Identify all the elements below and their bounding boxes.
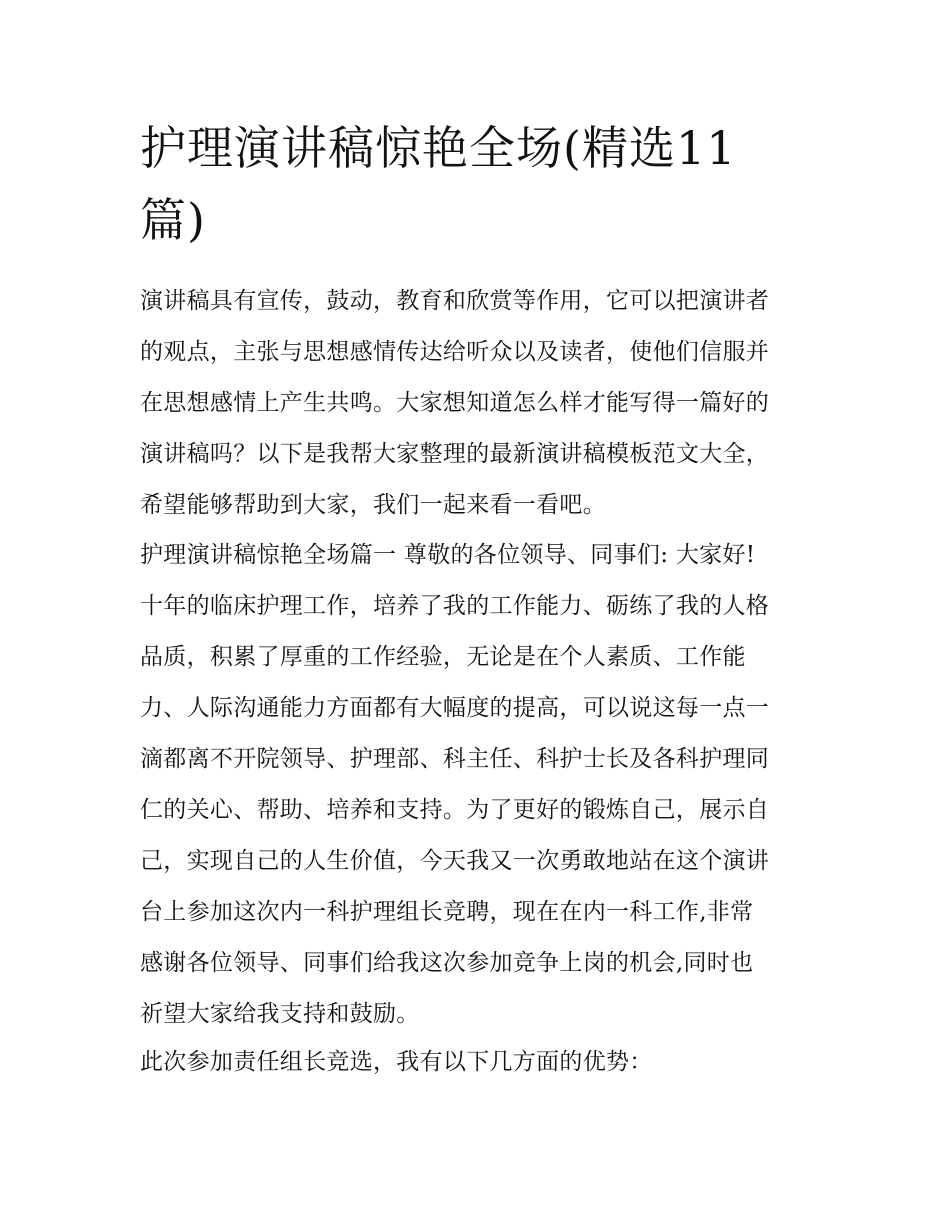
document-title: 护理演讲稿惊艳全场(精选11 篇) [140, 121, 737, 247]
section-heading-paragraph: 护理演讲稿惊艳全场篇一 尊敬的各位领导、同事们: 大家好! [140, 542, 756, 568]
intro-paragraph: 演讲稿具有宣传，鼓动，教育和欣赏等作用，它可以把演讲者 的观点，主张与思想感情传达给听众以及读者，使他们信服并 在思想感情上产生共鸣。大家想知道怎么样才能写得一篇好的 演讲稿吗？以下是我帮大家整理的最新演讲稿模板范文大全， 希望能够帮助到大家，我们一起来看一看吧。 [140, 288, 770, 518]
advantages-intro-paragraph: 此次参加责任组长竞选，我有以下几方面的优势： [140, 1049, 653, 1075]
body-paragraph: 十年的临床护理工作，培养了我的工作能力、砺练了我的人格 品质，积累了厚重的工作经验，无论是在个人素质、工作能 力、人际沟通能力方面都有大幅度的提高，可以说这每一点一 滴都离不开院领导、护理部、科主任、科护士长及各科护理同 仁的关心、帮助、培养和支持。为了更好的锻炼自己，展示自 己，实现自己的人生价值，今天我又一次勇敢地站在这个演讲 台上参加这次内一科护理组长竞聘，现在在内一科工作,非常 感谢各位领导、同事们给我这次参加竞争上岗的机会,同时也 祈望大家给我支持和鼓励。 [140, 593, 770, 1027]
